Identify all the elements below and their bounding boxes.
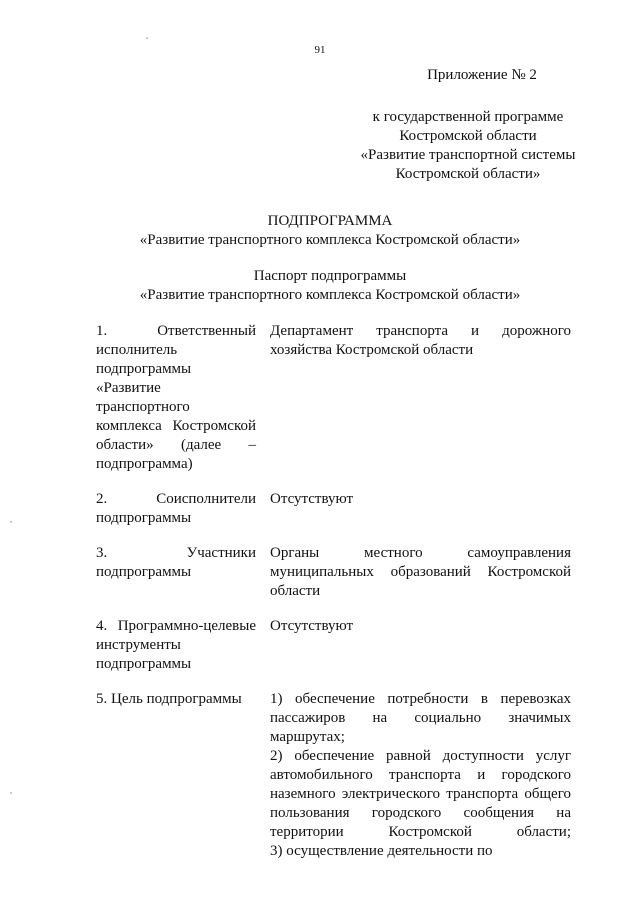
passport-row-label — [96, 690, 270, 877]
passport-row-value-line: муниципальных образований Костромской — [270, 564, 571, 580]
passport-table-body — [96, 322, 571, 877]
passport-row-value-line: автомобильного транспорта и городского — [270, 767, 571, 783]
passport-row-label-line: 4. Программно-целевые — [96, 618, 256, 634]
passport-row-value-line: Органы местного самоуправления — [270, 545, 571, 561]
passport-row-label — [96, 617, 270, 690]
passport-row — [96, 690, 571, 877]
passport-row-label-line: «Развитие — [96, 380, 161, 396]
passport-row-value-line: области — [270, 583, 321, 599]
scan-speck — [10, 521, 12, 523]
passport-row-value — [270, 617, 571, 690]
passport-row — [96, 322, 571, 490]
program-reference — [352, 108, 584, 184]
passport-row-label-line: 3. Участники — [96, 545, 256, 561]
passport-row-label-line: подпрограмма) — [96, 456, 193, 472]
passport-row-value-line: Отсутствуют — [270, 491, 354, 507]
subprogram-title: ПОДПРОГРАММА — [267, 213, 393, 229]
passport-row-label-line: 2. Соисполнители — [96, 491, 256, 507]
scan-speck — [10, 792, 12, 794]
passport-row-label-line: исполнитель — [96, 342, 178, 358]
appendix-label: Приложение № 2 — [427, 67, 537, 83]
passport-row-value — [270, 322, 571, 490]
subprogram-heading — [90, 212, 570, 250]
passport-row-label-line: 5. Цель подпрограммы — [96, 691, 242, 707]
passport-row — [96, 544, 571, 617]
passport-row — [96, 617, 571, 690]
passport-row-label-line: транспортного — [96, 399, 190, 415]
passport-title: Паспорт подпрограммы — [253, 268, 407, 284]
passport-row-value-line: Департамент транспорта и дорожного — [270, 323, 571, 339]
passport-row-label-line: комплекса Костромской — [96, 418, 256, 434]
passport-row-label — [96, 322, 270, 490]
passport-row-label-line: области» (далее – — [96, 437, 256, 453]
passport-row-value — [270, 490, 571, 544]
passport-row-value — [270, 544, 571, 617]
passport-row-value-line: пользования городского сообщения на — [270, 805, 571, 821]
passport-row-label — [96, 490, 270, 544]
passport-heading — [90, 267, 570, 305]
passport-row-label-line: инструменты — [96, 637, 181, 653]
passport-row-value-line: 1) обеспечение потребности в перевозках — [270, 691, 571, 707]
reference-line: Костромской области» — [395, 166, 541, 182]
passport-row-value-line: 2) обеспечение равной доступности услуг — [270, 748, 571, 764]
passport-subtitle: «Развитие транспортного комплекса Костромской области» — [139, 287, 521, 303]
passport-row-label — [96, 544, 270, 617]
passport-row-label-line: подпрограммы — [96, 564, 192, 580]
passport-row-label-line: подпрограммы — [96, 656, 192, 672]
passport-row — [96, 490, 571, 544]
passport-row-value — [270, 690, 571, 877]
reference-line: «Развитие транспортной системы — [360, 147, 576, 163]
passport-row-value-line: маршрутах; — [270, 729, 345, 745]
reference-line: к государственной программе — [372, 109, 564, 125]
passport-row-value-line: 3) осуществление деятельности по — [270, 843, 493, 859]
reference-line: Костромской области — [399, 128, 537, 144]
passport-row-value-line: территории Костромской области; — [270, 824, 571, 840]
passport-table — [96, 322, 571, 877]
subprogram-subtitle: «Развитие транспортного комплекса Костромской области» — [139, 232, 521, 248]
passport-row-label-line: подпрограммы — [96, 510, 192, 526]
passport-row-label-line: подпрограммы — [96, 361, 192, 377]
passport-row-label-line: 1. Ответственный — [96, 323, 256, 339]
passport-row-value-line: наземного электрического транспорта общего — [270, 786, 571, 802]
passport-row-value-line: хозяйства Костромской области — [270, 342, 474, 358]
page-number: 91 — [314, 44, 326, 56]
passport-row-value-line: Отсутствуют — [270, 618, 354, 634]
passport-row-value-line: пассажиров на социально значимых — [270, 710, 571, 726]
scan-speck — [146, 37, 148, 39]
